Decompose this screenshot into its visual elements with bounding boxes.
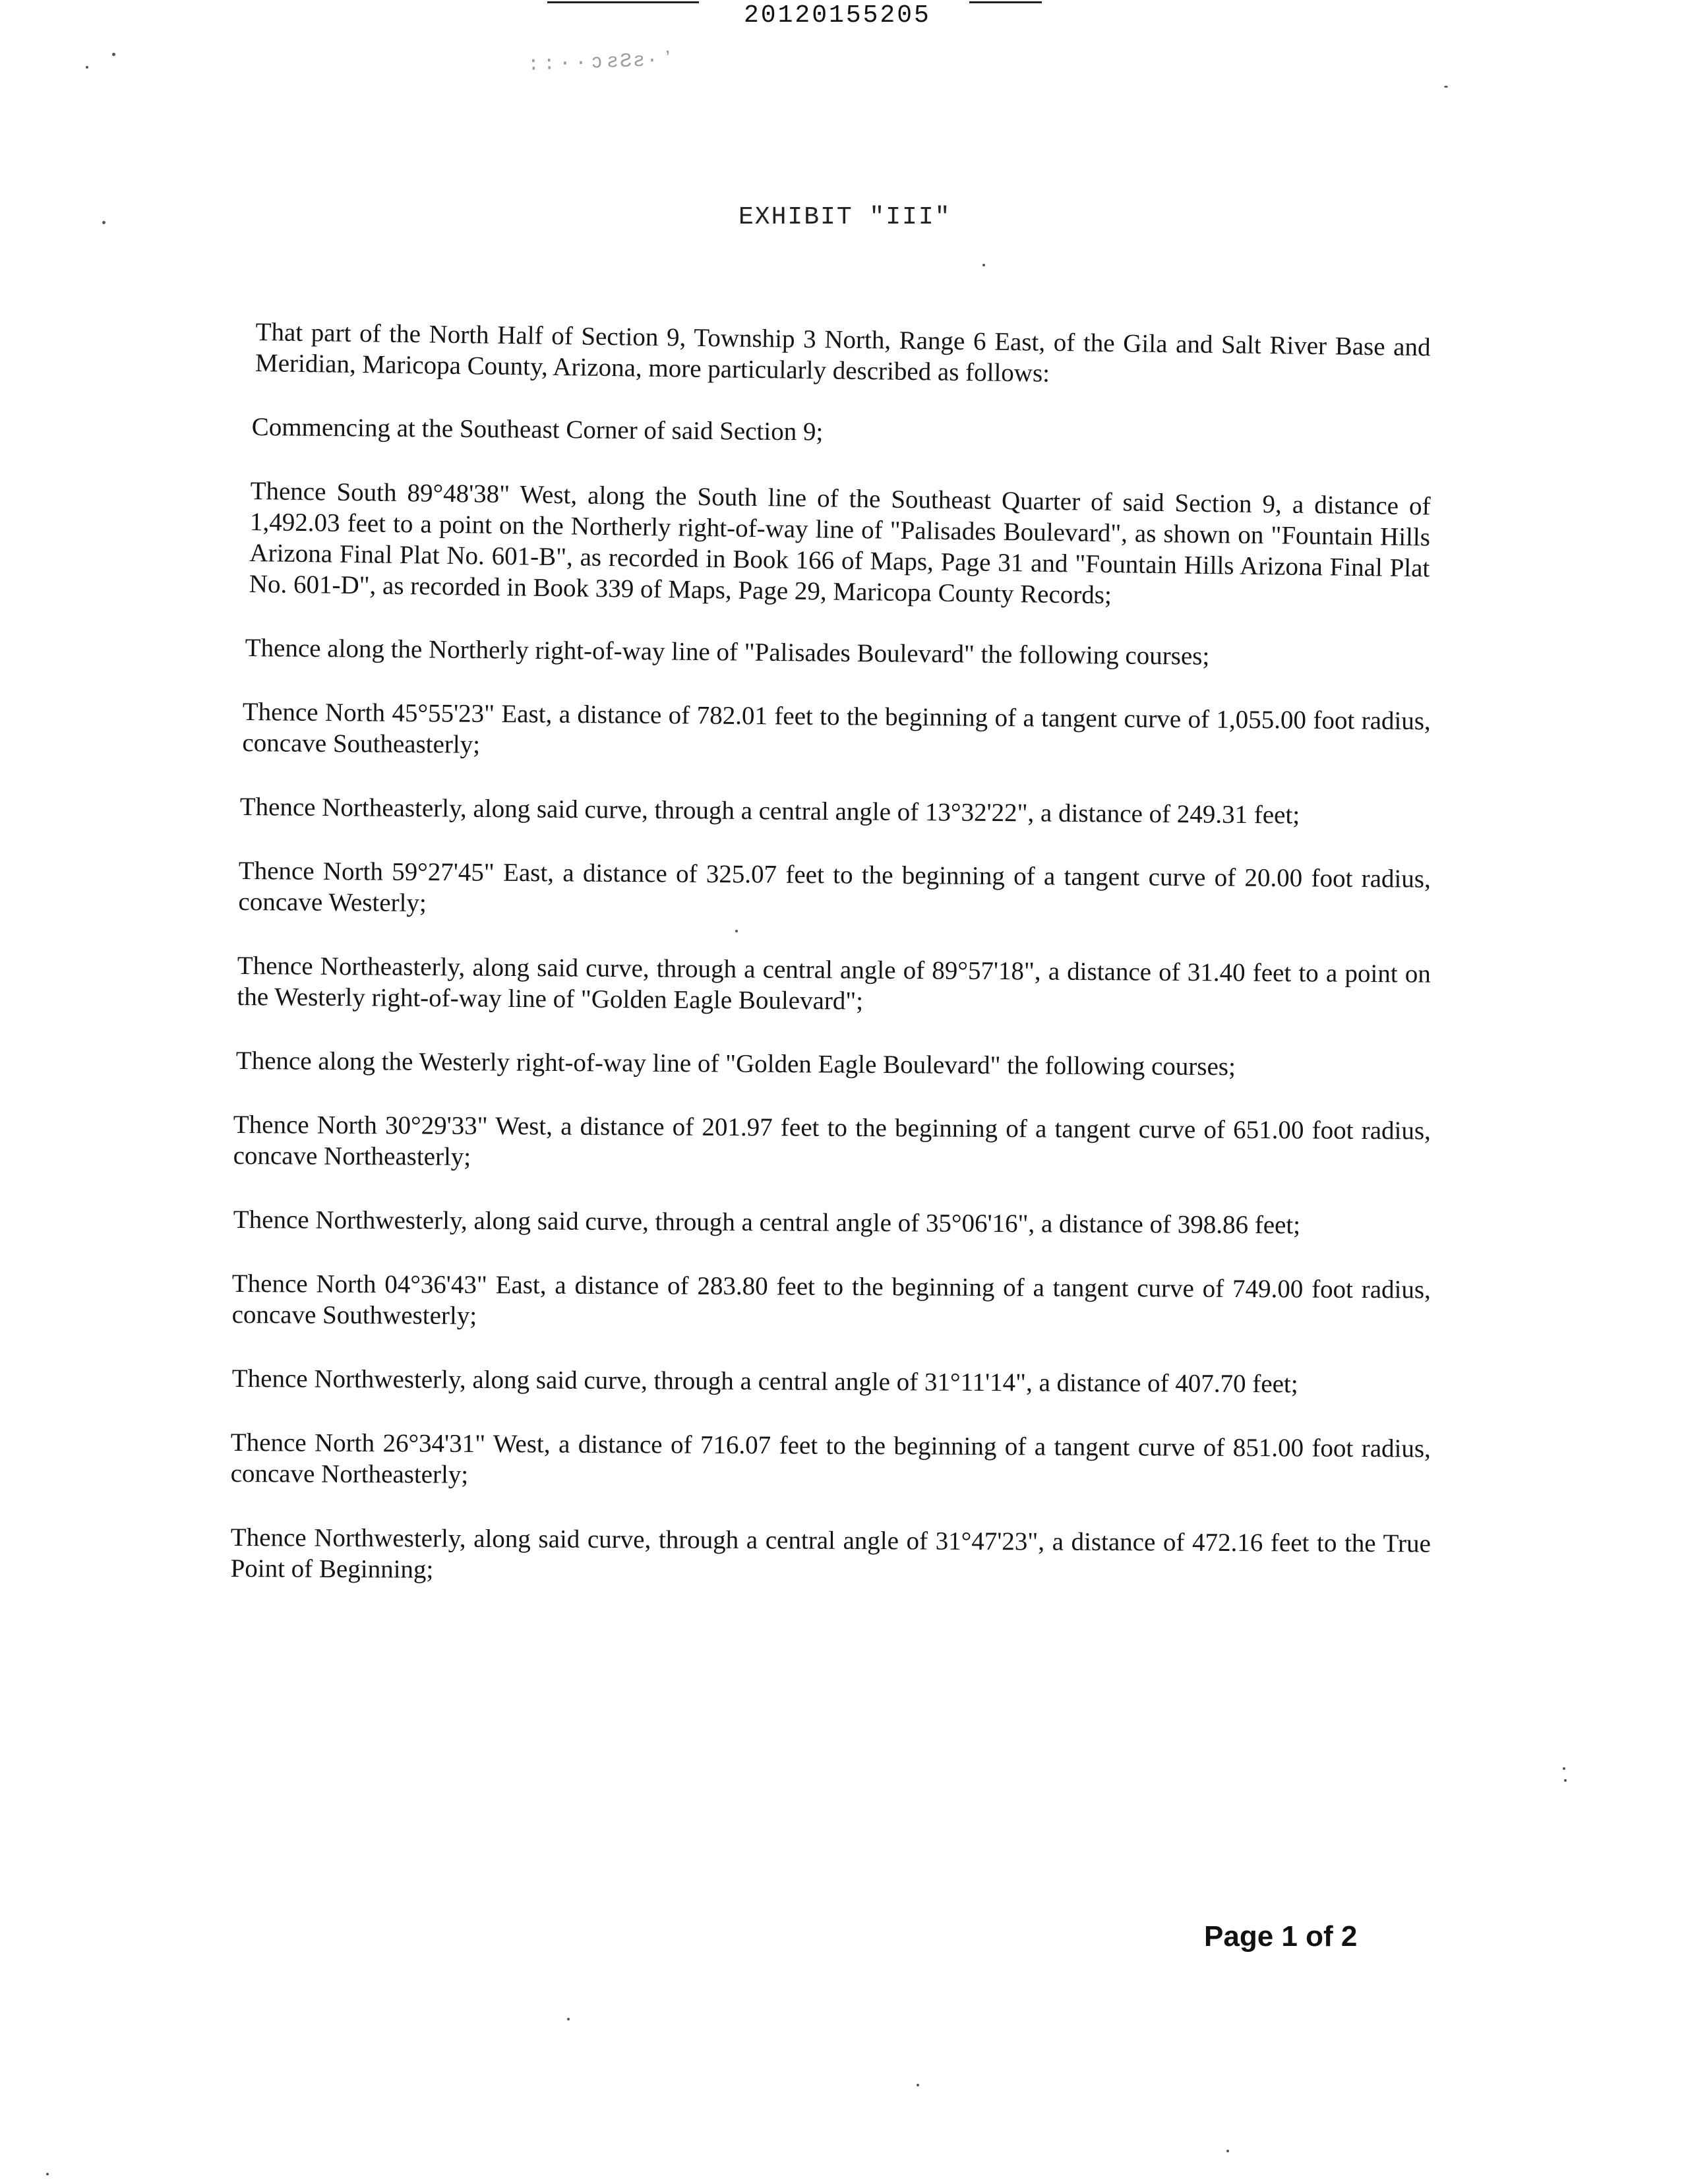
scan-speck [102, 221, 106, 224]
paragraph: Thence North 30°29'33" West, a distance of 201.97 feet to the beginning of a tangent curve of 651.00 foot radius, concave Northeasterly; [233, 1110, 1431, 1171]
paragraph: Thence Northeasterly, along said curve, through a central angle of 13°32'22", a distance of 249.31 feet; [239, 793, 1300, 830]
paragraph: Thence North 45°55'23" East, a distance of 782.01 feet to the beginning of a tangent curve of 1,055.00 foot radius, concave Southeasterly; [242, 698, 1431, 759]
scan-speck [982, 264, 985, 266]
paragraph: Thence along the Northerly right-of-way line of "Palisades Boulevard" the following courses; [245, 633, 1210, 671]
paragraph: That part of the North Half of Section 9, Township 3 North, Range 6 East, of the Gila and Salt River Base and Meridian, Maricopa County, Arizona, more particularly described as follows: [255, 317, 1431, 388]
page-number: Page 1 of 2 [1204, 1920, 1358, 1953]
scan-speck [112, 53, 115, 56]
paragraph: Thence Northwesterly, along said curve, through a central angle of 31°47'23", a distance of 472.16 feet to the True Point of Beginning; [230, 1523, 1431, 1584]
faint-stamp-mark: ::··ↄƨƧƨ·ʼ [527, 49, 678, 76]
scan-speck [1444, 86, 1448, 88]
scan-speck [86, 66, 88, 69]
paragraph: Thence Northwesterly, along said curve, through a central angle of 31°11'14", a distance of 407.70 feet; [231, 1364, 1298, 1399]
header-rule-left [547, 1, 699, 3]
scan-speck [46, 2173, 49, 2175]
paragraph: Thence North 04°36'43" East, a distance of 283.80 feet to the beginning of a tangent curve of 749.00 foot radius, concave Southwesterly; [231, 1269, 1431, 1330]
scan-speck [1564, 1779, 1567, 1782]
header-rule-right [969, 1, 1042, 3]
scan-speck [1226, 2150, 1229, 2152]
paragraph: Thence Northwesterly, along said curve, through a central angle of 35°06'16", a distance of 398.86 feet; [233, 1205, 1301, 1240]
legal-description [230, 317, 1431, 1617]
scan-speck [735, 930, 738, 932]
scan-speck [917, 2084, 919, 2086]
scan-speck [567, 2018, 570, 2020]
paragraph: Thence North 26°34'31" West, a distance of 716.07 feet to the beginning of a tangent curve of 851.00 foot radius, concave Northeasterly; [230, 1428, 1431, 1489]
exhibit-title: EXHIBIT "III" [738, 203, 951, 231]
paragraph: Thence along the Westerly right-of-way line of "Golden Eagle Boulevard" the following courses; [235, 1046, 1236, 1081]
paragraph: Thence South 89°48'38" West, along the South line of the Southeast Quarter of said Section 9, a distance of 1,492.03 feet to a point on the Northerly right-of-way line of "Palisades Boulevard", as shown on "Fountain Hills Arizona Final Plat No. 601-B", as recorded in Book 166 of Maps, Page 31 and "Fountain Hills Arizona Final Plat No. 601-D", as recorded in Book 339 of Maps, Page 29, Maricopa County Records; [249, 476, 1431, 610]
paragraph: Thence Northeasterly, along said curve, through a central angle of 89°57'18", a distance of 31.40 feet to a point on the Westerly right-of-way line of "Golden Eagle Boulevard"; [237, 952, 1431, 1016]
recording-number: 20120155205 [744, 1, 931, 30]
paragraph: Thence North 59°27'45" East, a distance of 325.07 feet to the beginning of a tangent curve of 20.00 foot radius, concave Westerly; [238, 857, 1431, 917]
paragraph: Commencing at the Southeast Corner of said Section 9; [251, 412, 824, 446]
scan-speck [1563, 1767, 1565, 1770]
